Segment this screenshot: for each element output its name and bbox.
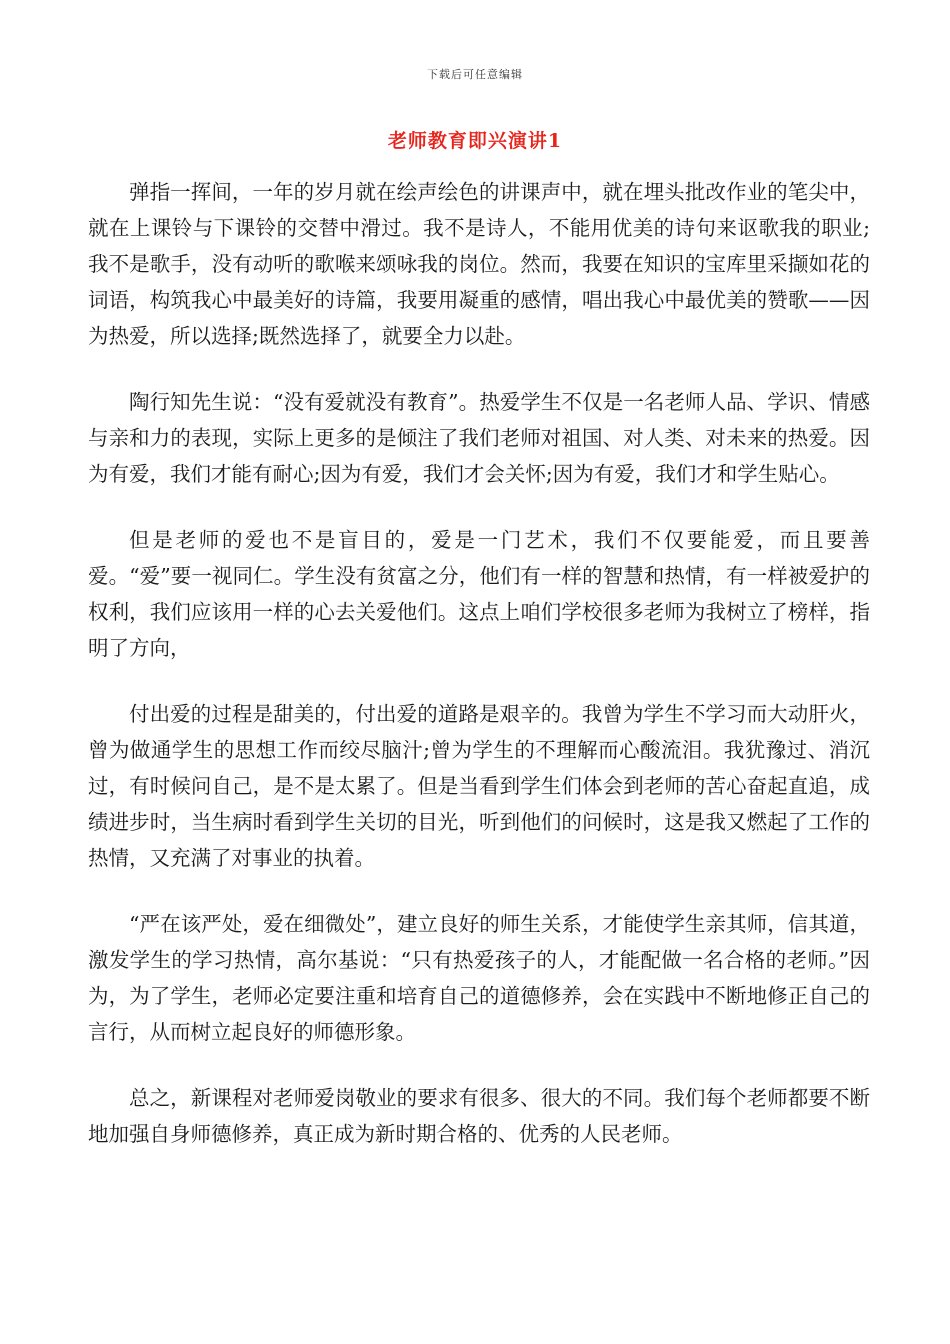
paragraph-4: 付出爱的过程是甜美的，付出爱的道路是艰辛的。我曾为学生不学习而大动肝火，曾为做通学生的思想工作而绞尽脑汁;曾为学生的不理解而心酸流泪。我犹豫过、消沉过，有时候问自己，是不是太累了。但是当看到学生们体会到老师的苦心奋起直追，成绩进步时，当生病时看到学生关切的目光，听到他们的问候时，这是我又燃起了工作的热情，又充满了对事业的执着。 xyxy=(88,702,870,870)
document-title: 老师教育即兴演讲1 xyxy=(387,130,563,152)
paragraph-2: 陶行知先生说：“没有爱就没有教育”。热爱学生不仅是一名老师人品、学识、情感与亲和力的表现，实际上更多的是倾注了我们老师对祖国、对人类、对未来的热爱。因为有爱，我们才能有耐心;因为有爱，我们才会关怀;因为有爱，我们才和学生贴心。 xyxy=(88,390,870,486)
header-note: 下载后可任意编辑 xyxy=(427,68,523,81)
paragraph-5: “严在该严处，爱在细微处”，建立良好的师生关系，才能使学生亲其师，信其道，激发学生的学习热情，高尔基说：“只有热爱孩子的人，才能配做一名合格的老师。”因为，为了学生，老师必定要注重和培育自己的道德修养，会在实践中不断地修正自己的言行，从而树立起良好的师德形象。 xyxy=(88,912,870,1044)
paragraph-3: 但是老师的爱也不是盲目的，爱是一门艺术，我们不仅要能爱，而且要善爱。“爱”要一视同仁。学生没有贫富之分，他们有一样的智慧和热情，有一样被爱护的权利，我们应该用一样的心去关爱他们。这点上咱们学校很多老师为我树立了榜样，指明了方向， xyxy=(88,528,870,660)
paragraph-1: 弹指一挥间，一年的岁月就在绘声绘色的讲课声中，就在埋头批改作业的笔尖中，就在上课铃与下课铃的交替中滑过。我不是诗人，不能用优美的诗句来讴歌我的职业;我不是歌手，没有动听的歌喉来颂咏我的岗位。然而，我要在知识的宝库里采撷如花的词语，构筑我心中最美好的诗篇，我要用凝重的感情，唱出我心中最优美的赞歌——因为热爱，所以选择;既然选择了，就要全力以赴。 xyxy=(88,180,870,348)
paragraph-6: 总之，新课程对老师爱岗敬业的要求有很多、很大的不同。我们每个老师都要不断地加强自身师德修养，真正成为新时期合格的、优秀的人民老师。 xyxy=(88,1086,870,1146)
document-body xyxy=(88,174,870,1182)
